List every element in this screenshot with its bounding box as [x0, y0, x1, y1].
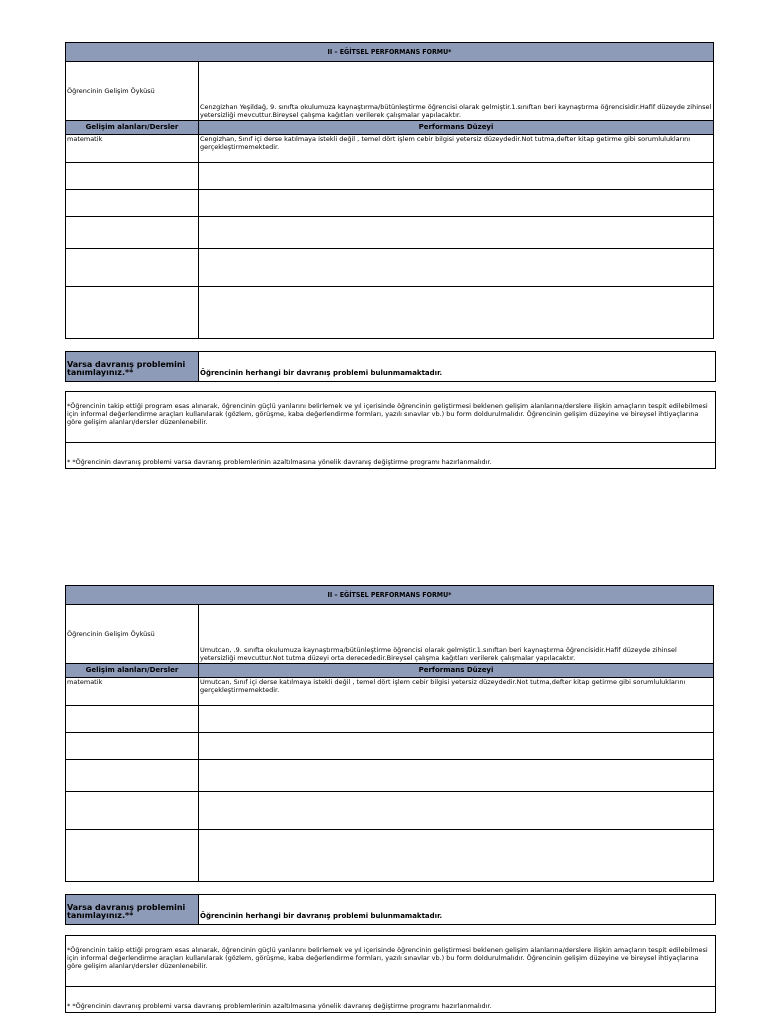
- empty-cell: [66, 760, 199, 792]
- subjects-column-header: Gelişim alanları/Dersler: [66, 121, 199, 135]
- performance-form-2: [65, 585, 714, 882]
- subject-cell: matematik: [66, 135, 199, 163]
- empty-cell: [199, 706, 714, 733]
- empty-cell: [66, 792, 199, 830]
- performance-column-header: Performans Düzeyi: [199, 664, 714, 678]
- table-row: [66, 830, 714, 882]
- form-title: II – EĞİTSEL PERFORMANS FORMU*: [66, 43, 714, 62]
- footnote-program: *Öğrencinin takip ettiği program esas alınarak, öğrencinin güçlü yanlarını belirlemek ve yıl içerisinde öğrencinin geliştirmesi beklenen gelişim alanlarına/derslere ilişkin amaçların tespit edilebilmesi için informal değerlendirme araçları kullanılarak (gözlem, görüşme, kaba değerlendirme formları, yazılı sınavlar vb.) bu form doldurulmalıdır. Öğrencinin gelişim düzeyine ve bireysel ihtiyaçlarına göre gelişim alanları/dersler düzenlenebilir.: [66, 392, 715, 443]
- performance-column-header: Performans Düzeyi: [199, 121, 714, 135]
- table-row: [66, 249, 714, 287]
- form-title: II – EĞİTSEL PERFORMANS FORMU*: [66, 586, 714, 605]
- empty-cell: [199, 733, 714, 760]
- behavior-value: Öğrencinin herhangi bir davranış problemi bulunmamaktadır.: [200, 369, 443, 377]
- table-row: [66, 678, 714, 706]
- performance-table: [65, 585, 714, 882]
- empty-cell: [199, 217, 714, 249]
- table-row: [66, 792, 714, 830]
- table-row: [66, 163, 714, 190]
- subjects-column-header: Gelişim alanları/Dersler: [66, 664, 199, 678]
- table-row: [66, 190, 714, 217]
- table-row: [66, 733, 714, 760]
- empty-cell: [199, 830, 714, 882]
- table-row: [66, 217, 714, 249]
- behavior-value: Öğrencinin herhangi bir davranış problemi bulunmamaktadır.: [200, 912, 443, 920]
- behavior-row-1: [65, 351, 716, 382]
- footnote-behavior: * *Öğrencinin davranış problemi varsa davranış problemlerinin azaltılmasına yönelik davranış değiştirme programı hazırlanmalıdır.: [67, 458, 492, 466]
- empty-cell: [199, 190, 714, 217]
- empty-cell: [66, 287, 199, 339]
- empty-cell: [199, 163, 714, 190]
- history-label: Öğrencinin Gelişim Öyküsü: [66, 605, 199, 664]
- notes-box-1: [65, 391, 716, 469]
- history-text: Cenzgizhan Yeşildağ, 9. sınıfta okulumuza kaynaştırma/bütünleştirme öğrencisi olarak gelmiştir.1.sınıftan beri kaynaştırma öğrencisidir.Hafif düzeyde zihinsel yetersizliği mevcuttur.Bireysel çalışma kağıtları verilerek çalışmalar yapılacaktır.: [199, 62, 714, 121]
- empty-cell: [199, 287, 714, 339]
- behavior-label: Varsa davranış problemini tanımlayınız.**: [66, 352, 199, 381]
- history-label: Öğrencinin Gelişim Öyküsü: [66, 62, 199, 121]
- footnote-program: *Öğrencinin takip ettiği program esas alınarak, öğrencinin güçlü yanlarını belirlemek ve yıl içerisinde öğrencinin geliştirmesi beklenen gelişim alanlarına/derslere ilişkin amaçların tespit edilebilmesi için informal değerlendirme araçları kullanılarak (gözlem, görüşme, kaba değerlendirme formları, yazılı sınavlar vb.) bu form doldurulmalıdır. Öğrencinin gelişim düzeyine ve bireysel ihtiyaçlarına göre gelişim alanları/dersler düzenlenebilir.: [66, 936, 715, 987]
- table-row: [66, 706, 714, 733]
- empty-cell: [66, 190, 199, 217]
- performance-cell: Umutcan, Sınıf içi derse katılmaya istekli değil , temel dört işlem cebir bilgisi yetersiz düzeydedir.Not tutma,defter kitap getirme gibi sorumluluklarını gerçekleştirmemektedir.: [199, 678, 714, 706]
- table-row: [66, 760, 714, 792]
- performance-table: [65, 42, 714, 339]
- history-text: Umutcan, .9. sınıfta okulumuza kaynaştırma/bütünleştirme öğrencisi olarak gelmiştir.1.sınıftan beri kaynaştırma öğrencisidir.Hafif düzeyde zihinsel yetersizliği mevcuttur.Not tutma düzeyi orta derecededir.Bireysel çalışma kağıtları verilerek çalışmalar yapılacaktır.: [199, 605, 714, 664]
- performance-form-1: [65, 42, 714, 339]
- empty-cell: [66, 706, 199, 733]
- table-row: [66, 287, 714, 339]
- subject-cell: matematik: [66, 678, 199, 706]
- notes-box-2: [65, 935, 716, 1013]
- empty-cell: [66, 830, 199, 882]
- table-row: [66, 135, 714, 163]
- behavior-row-2: [65, 894, 716, 925]
- empty-cell: [199, 792, 714, 830]
- footnote-behavior: * *Öğrencinin davranış problemi varsa davranış problemlerinin azaltılmasına yönelik davranış değiştirme programı hazırlanmalıdır.: [67, 1002, 492, 1010]
- empty-cell: [66, 249, 199, 287]
- performance-cell: Cengizhan, Sınıf içi derse katılmaya istekli değil , temel dört işlem cebir bilgisi yetersiz düzeydedir.Not tutma,defter kitap getirme gibi sorumluluklarını gerçekleştirmemektedir.: [199, 135, 714, 163]
- empty-cell: [199, 760, 714, 792]
- empty-cell: [199, 249, 714, 287]
- empty-cell: [66, 163, 199, 190]
- empty-cell: [66, 733, 199, 760]
- empty-cell: [66, 217, 199, 249]
- behavior-label: Varsa davranış problemini tanımlayınız.**: [66, 895, 199, 924]
